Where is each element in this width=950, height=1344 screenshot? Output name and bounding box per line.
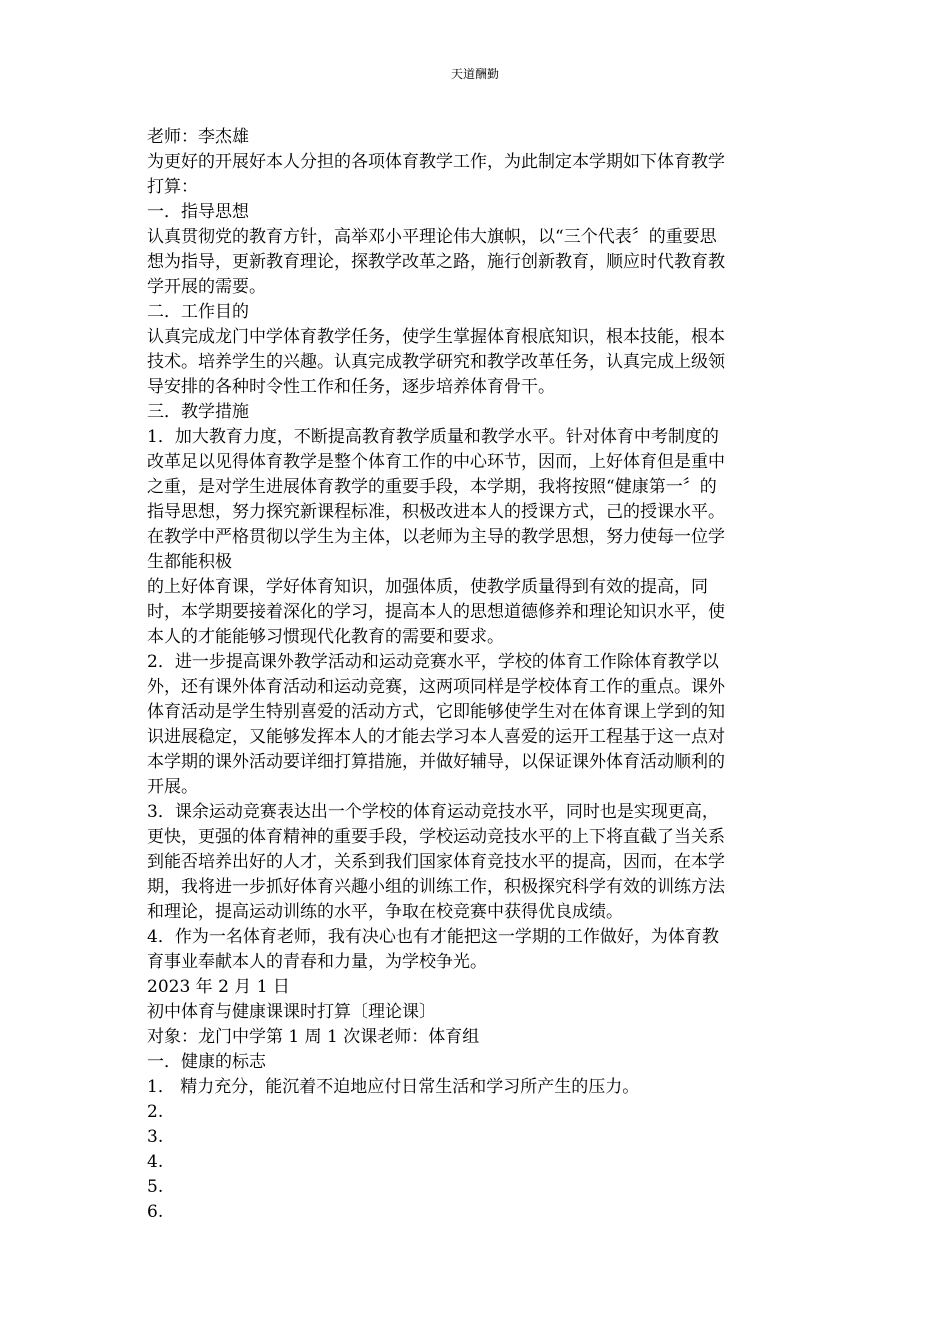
text-line: 打算： bbox=[147, 177, 198, 197]
list-item: 5. bbox=[147, 1177, 164, 1197]
text-line: 认真贯彻党的教育方针，高举邓小平理论伟大旗帜，以“三个代表〞的重要思 bbox=[147, 227, 717, 247]
text-line: 生都能积极 bbox=[147, 552, 232, 572]
lesson-target-line: 对象：龙门中学第 1 周 1 次课老师：体育组 bbox=[147, 1027, 480, 1047]
text-line: 4．作为一名体育老师，我有决心也有才能把这一学期的工作做好，为体育教 bbox=[147, 927, 719, 947]
text-line: 认真完成龙门中学体育教学任务，使学生掌握体育根底知识，根本技能，根本 bbox=[147, 327, 725, 347]
lesson-plan-title: 初中体育与健康课课时打算〔理论课〕 bbox=[147, 1002, 436, 1022]
text-line: 导安排的各种时令性工作和任务，逐步培养体育骨干。 bbox=[147, 377, 555, 397]
text-line: 之重，是对学生进展体育教学的重要手段，本学期，我将按照“健康第一〞的 bbox=[147, 477, 717, 497]
text-line: 本人的才能能够习惯现代化教育的需要和要求。 bbox=[147, 627, 504, 647]
section-heading-guiding-ideology: 一．指导思想 bbox=[147, 202, 249, 222]
section-heading-teaching-measures: 三．教学措施 bbox=[147, 402, 249, 422]
section-heading-work-goal: 二．工作目的 bbox=[147, 302, 249, 322]
text-line: 想为指导，更新教育理论，探教学改革之路，施行创新教育，顺应时代教育教 bbox=[147, 252, 725, 272]
teacher-line: 老师：李杰雄 bbox=[147, 127, 249, 147]
text-line: 1．加大教育力度，不断提高教育教学质量和教学水平。针对体育中考制度的 bbox=[147, 427, 719, 447]
text-line: 3．课余运动竞赛表达出一个学校的体育运动竞技水平，同时也是实现更高， bbox=[147, 802, 719, 822]
text-line: 外，还有课外体育活动和运动竞赛，这两项同样是学校体育工作的重点。课外 bbox=[147, 677, 725, 697]
text-line: 2．进一步提高课外教学活动和运动竞赛水平，学校的体育工作除体育教学以 bbox=[147, 652, 719, 672]
text-line: 的上好体育课，学好体育知识，加强体质，使教学质量得到有效的提高，同 bbox=[147, 577, 708, 597]
text-line: 和理论，提高运动训练的水平，争取在校竞赛中获得优良成绩。 bbox=[147, 902, 623, 922]
list-item: 4. bbox=[147, 1152, 164, 1172]
text-line: 改革足以见得体育教学是整个体育工作的中心环节，因而，上好体育但是重中 bbox=[147, 452, 725, 472]
text-line: 识进展稳定，又能够发挥本人的才能去学习本人喜爱的运开工程基于这一点对 bbox=[147, 727, 725, 747]
list-item: 6. bbox=[147, 1202, 164, 1222]
text-line: 开展。 bbox=[147, 777, 198, 797]
list-item: 3. bbox=[147, 1127, 164, 1147]
text-line: 学开展的需要。 bbox=[147, 277, 266, 297]
text-line: 更快，更强的体育精神的重要手段，学校运动竞技水平的上下将直截了当关系 bbox=[147, 827, 725, 847]
text-line: 技术。培养学生的兴趣。认真完成教学研究和教学改革任务，认真完成上级领 bbox=[147, 352, 725, 372]
text-line: 时，本学期要接着深化的学习，提高本人的思想道德修养和理论知识水平，使 bbox=[147, 602, 725, 622]
text-line: 体育活动是学生特别喜爱的活动方式，它即能够使学生对在体育课上学到的知 bbox=[147, 702, 725, 722]
page-header: 天道酬勤 bbox=[450, 67, 499, 81]
text-line: 期，我将进一步抓好体育兴趣小组的训练工作，积极探究科学有效的训练方法 bbox=[147, 877, 725, 897]
list-item: 2. bbox=[147, 1102, 164, 1122]
text-line: 本学期的课外活动要详细打算措施，并做好辅导，以保证课外体育活动顺利的 bbox=[147, 752, 725, 772]
section-heading-health-signs: 一．健康的标志 bbox=[147, 1052, 266, 1072]
list-item: 1． 精力充分，能沉着不迫地应付日常生活和学习所产生的压力。 bbox=[147, 1077, 640, 1097]
date-line: 2023 年 2 月 1 日 bbox=[147, 977, 290, 997]
text-line: 在教学中严格贯彻以学生为主体，以老师为主导的教学思想，努力使每一位学 bbox=[147, 527, 725, 547]
text-line: 到能否培养出好的人才，关系到我们国家体育竞技水平的提高，因而，在本学 bbox=[147, 852, 725, 872]
text-line: 育事业奉献本人的青春和力量，为学校争光。 bbox=[147, 952, 487, 972]
text-line: 为更好的开展好本人分担的各项体育教学工作，为此制定本学期如下体育教学 bbox=[147, 152, 725, 172]
text-line: 指导思想，努力探究新课程标准，积极改进本人的授课方式，己的授课水平。 bbox=[147, 502, 725, 522]
document-body bbox=[147, 125, 807, 1225]
